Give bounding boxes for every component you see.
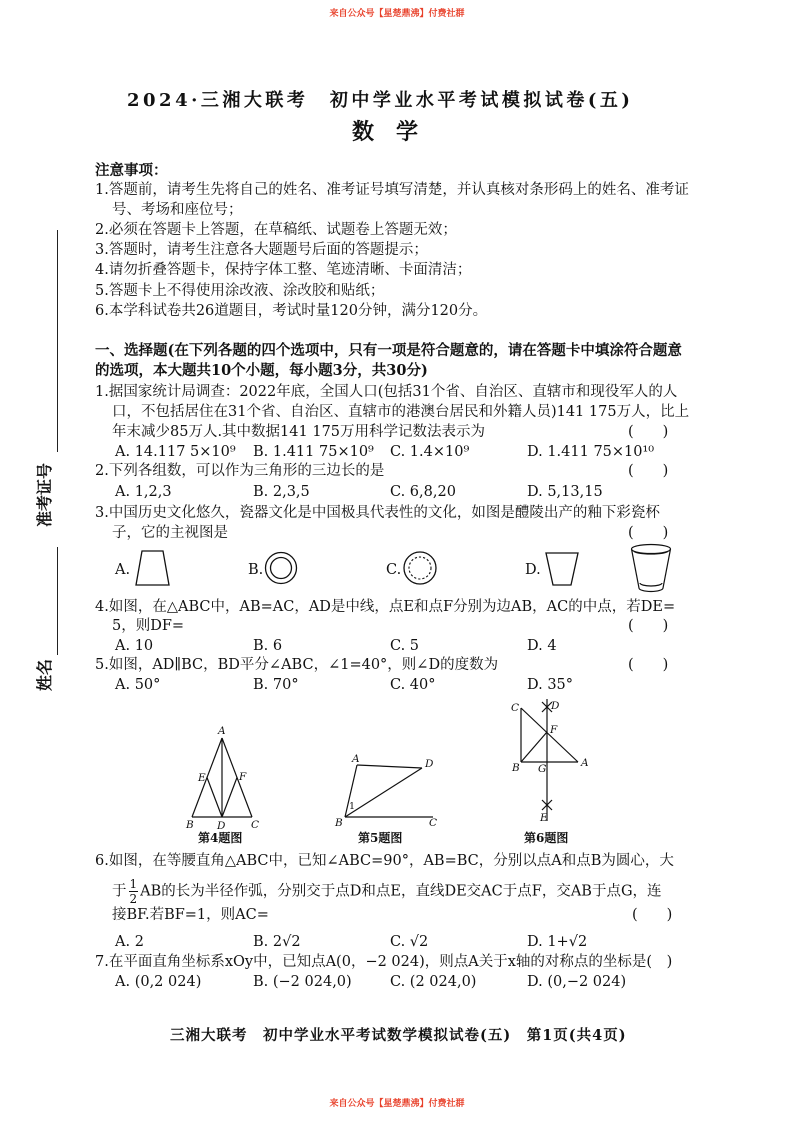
- section-heading: 一、选择题(在下列各题的四个选项中，只有一项是符合题意的，请在答题卡中填涂符合题意: [95, 342, 682, 359]
- watermark-bottom: 来自公众号【星楚鼎沸】付费社群: [329, 1099, 465, 1109]
- question-6-text-post: AB的长为半径作弧，分别交于点D和点E，直线DE交AC于点F，交AB于点G，连: [140, 883, 662, 900]
- fig6-segment-bf: [521, 732, 547, 762]
- q3-option-d-trapezoid: [546, 553, 578, 585]
- exam-number-line: [57, 230, 58, 452]
- fig6-label-d: D: [551, 700, 560, 712]
- fig5-label-d: D: [425, 758, 434, 770]
- fig4-segment-ac: [222, 738, 252, 817]
- fig6-segment-ca: [521, 708, 578, 762]
- question-4-text: 4.如图，在△ABC中，AB=AC，AD是中线，点E和点F分别为边AB，AC的中点，若DE=: [95, 599, 676, 615]
- question-6-option-d: D. 1+√2: [527, 934, 588, 950]
- fig5-label-c: C: [429, 817, 438, 829]
- question-4-option-d: D. 4: [527, 638, 557, 654]
- question-1-text: 口，不包括居住在31个省、自治区、直辖市的港澳台居民和外籍人员)141 175万人，比上: [112, 404, 690, 420]
- question-5-option-a: A. 50°: [115, 677, 161, 693]
- porcelain-cup-illustration: [632, 545, 671, 592]
- question-3-option-c: C.: [386, 562, 402, 578]
- fig5-label-angle-1: 1: [349, 801, 356, 812]
- name-label: 姓名: [35, 658, 54, 691]
- question-2-text: 2.下列各组数，可以作为三角形的三边长的是: [95, 463, 385, 479]
- cup-right-side: [663, 549, 671, 588]
- answer-bracket: ( ): [628, 424, 669, 440]
- fig6-label-c: C: [511, 702, 520, 714]
- figure-4-caption: 第4题图: [198, 831, 243, 845]
- question-3-option-a: A.: [115, 562, 131, 578]
- notice-heading: 注意事项：: [95, 162, 168, 179]
- question-6-option-c: C. √2: [390, 934, 429, 950]
- question-3-text: 子，它的主视图是: [112, 525, 228, 541]
- q3-option-b-inner-circle: [271, 558, 292, 579]
- question-5-option-b: B. 70°: [253, 677, 299, 693]
- notice-line: 3.答题时，请考生注意各大题题号后面的答题提示；: [95, 242, 428, 258]
- figure-4-triangle: [192, 738, 252, 817]
- fig4-label-b: B: [186, 819, 194, 831]
- question-4-option-a: A. 10: [115, 638, 154, 654]
- fig5-segment-bd: [345, 768, 422, 817]
- answer-bracket: ( ): [632, 907, 673, 923]
- fig6-arc-mark-e: [542, 800, 552, 810]
- question-7-text: 7.在平面直角坐标系xOy中，已知点A(0，−2 024)，则点A关于x轴的对称点的坐标是( ): [95, 954, 673, 970]
- cup-inner-bottom: [640, 583, 662, 586]
- fig6-arc-mark-d: [542, 702, 552, 712]
- figure-5-trapezoid: [345, 765, 433, 817]
- answer-bracket: ( ): [628, 657, 669, 673]
- fig4-segment-ed: [207, 778, 222, 818]
- fig4-label-c: C: [251, 819, 260, 831]
- cup-left-side: [632, 549, 640, 588]
- answer-bracket: ( ): [628, 525, 669, 541]
- question-4-option-b: B. 6: [253, 638, 283, 654]
- question-4-option-c: C. 5: [390, 638, 420, 654]
- fig4-label-d: D: [217, 820, 226, 832]
- fig4-segment-ab: [192, 738, 222, 817]
- fig6-label-e: E: [540, 812, 548, 824]
- question-2-option-c: C. 6,8,20: [390, 484, 456, 500]
- fig5-segment-ab: [345, 765, 357, 817]
- question-2-option-b: B. 2,3,5: [253, 484, 310, 500]
- fig6-arc-mark-d: [542, 702, 552, 712]
- subject-title: 数 学: [352, 119, 419, 145]
- question-7-option-d: D. (0,−2 024): [527, 974, 627, 990]
- cup-base: [639, 588, 663, 592]
- fig6-label-a: A: [581, 757, 589, 769]
- fig4-label-a: A: [218, 725, 226, 737]
- answer-bracket: ( ): [628, 463, 669, 479]
- q3-option-a-trapezoid: [136, 551, 169, 585]
- figure-5-caption: 第5题图: [358, 831, 403, 845]
- question-2-option-a: A. 1,2,3: [115, 484, 172, 500]
- question-7-option-a: A. (0,2 024): [115, 974, 202, 990]
- notice-line: 1.答题前，请考生先将自己的姓名、准考证号填写清楚，并认真核对条形码上的姓名、准考证: [95, 182, 689, 198]
- name-line: [57, 547, 58, 655]
- question-2-option-d: D. 5,13,15: [527, 484, 603, 500]
- question-6-text: 6.如图，在等腰直角△ABC中，已知∠ABC=90°，AB=BC，分别以点A和点B为圆心，大: [95, 853, 674, 869]
- question-1-option-d: D. 1.411 75×10¹⁰: [527, 444, 655, 460]
- question-1-option-a: A. 14.117 5×10⁹: [115, 444, 236, 460]
- page-footer: 三湘大联考 初中学业水平考试数学模拟试卷(五) 第1页(共4页): [170, 1027, 627, 1044]
- fig5-segment-ad: [357, 765, 422, 768]
- fig6-label-f: F: [550, 724, 558, 736]
- fig4-segment-fd: [222, 778, 237, 818]
- fraction-one-half: [129, 878, 139, 905]
- question-1-text: 年末减少85万人.其中数据141 175万用科学记数法表示为: [112, 424, 486, 440]
- question-7-option-b: B. (−2 024,0): [253, 974, 352, 990]
- question-3-text: 3.中国历史文化悠久，瓷器文化是中国极具代表性的文化，如图是醴陵出产的釉下彩瓷杯: [95, 505, 660, 521]
- figure-6-caption: 第6题图: [524, 831, 569, 845]
- question-1-text: 1.据国家统计局调查：2022年底，全国人口(包括31个省、自治区、直辖市和现役军人的人: [95, 384, 678, 400]
- question-1-option-b: B. 1.411 75×10⁹: [253, 444, 374, 460]
- q3-option-c-dashed-circle: [409, 557, 431, 579]
- exam-number-label: 准考证号: [35, 462, 54, 527]
- question-6-option-a: A. 2: [115, 934, 144, 950]
- notice-line: 2.必须在答题卡上答题，在草稿纸、试题卷上答题无效；: [95, 222, 457, 238]
- fig6-label-g: G: [538, 763, 547, 775]
- exam-title: 2024·三湘大联考 初中学业水平考试模拟试卷(五): [127, 90, 634, 111]
- question-6-text: 接BF.若BF=1，则AC=: [112, 907, 269, 923]
- watermark-top: 来自公众号【星楚鼎沸】付费社群: [329, 9, 465, 19]
- question-6-option-b: B. 2√2: [253, 934, 301, 950]
- fraction-denominator: 2: [129, 892, 138, 906]
- fraction-numerator: 1: [129, 877, 138, 891]
- notice-line: 号、考场和座位号；: [112, 202, 243, 218]
- question-1-option-c: C. 1.4×10⁹: [390, 444, 470, 460]
- q3-option-b-outer-circle: [266, 553, 297, 584]
- fig4-label-e: E: [198, 772, 206, 784]
- notice-line: 5.答题卡上不得使用涂改液、涂改胶和贴纸；: [95, 283, 385, 299]
- question-5-option-d: D. 35°: [527, 677, 574, 693]
- question-6-text-fraction-line: [112, 878, 662, 905]
- figure-6-construction: [521, 699, 578, 821]
- question-4-text: 5，则DF=: [112, 618, 185, 634]
- notice-line: 4.请勿折叠答题卡，保持字体工整、笔迹清晰、卡面清洁；: [95, 262, 472, 278]
- question-3-option-d: D.: [525, 562, 541, 578]
- question-5-option-c: C. 40°: [390, 677, 436, 693]
- question-6-text-pre: 于: [112, 883, 127, 900]
- fig6-arc-mark-e: [542, 800, 552, 810]
- answer-bracket: ( ): [628, 618, 669, 634]
- notice-line: 6.本学科试卷共26道题目，考试时量120分钟，满分120分。: [95, 303, 488, 319]
- question-7-option-c: C. (2 024,0): [390, 974, 477, 990]
- cup-inner-rim: [634, 551, 668, 554]
- question-3-option-b: B.: [248, 562, 264, 578]
- section-heading-cont: 的选项，本大题共10个小题，每小题3分，共30分): [95, 362, 428, 379]
- cup-rim: [632, 545, 671, 554]
- fig5-label-b: B: [335, 817, 343, 829]
- fig5-label-a: A: [352, 753, 360, 765]
- question-5-text: 5.如图，AD∥BC，BD平分∠ABC，∠1=40°，则∠D的度数为: [95, 657, 499, 673]
- fig4-label-f: F: [239, 771, 247, 783]
- q3-option-c-outer-circle: [404, 552, 436, 584]
- fig6-label-b: B: [512, 762, 520, 774]
